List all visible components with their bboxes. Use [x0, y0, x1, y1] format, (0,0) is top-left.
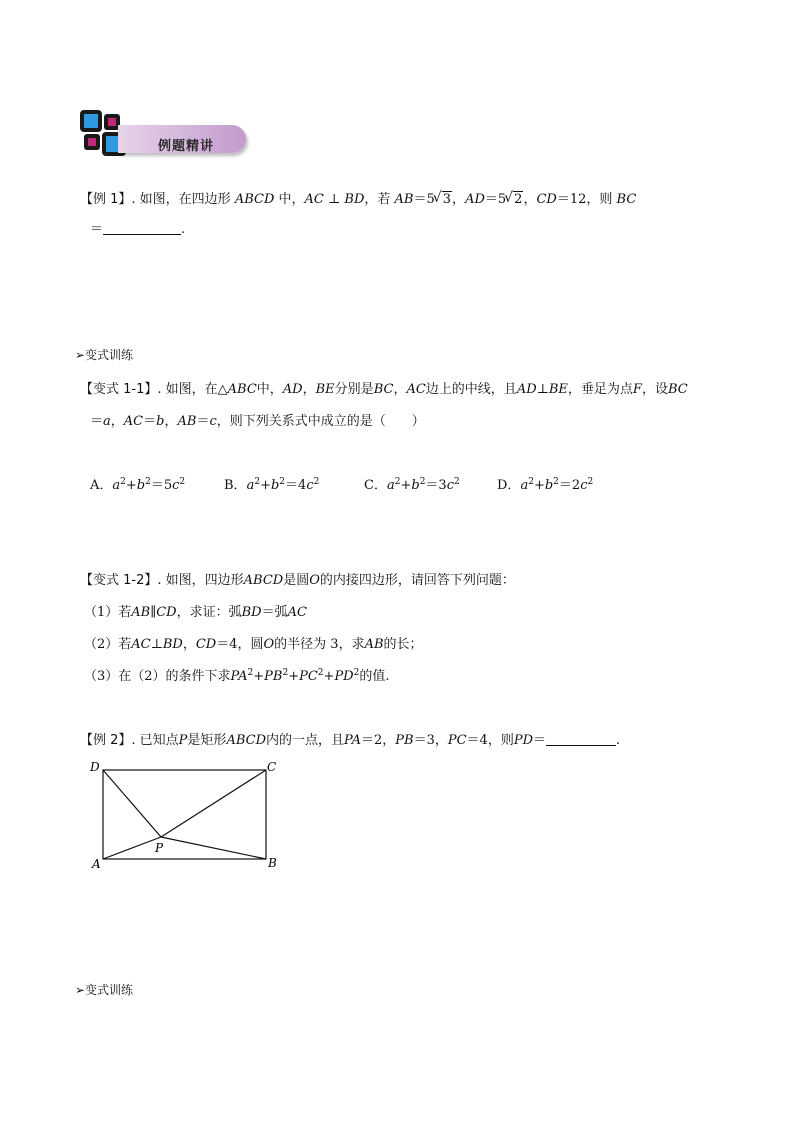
example-1-line2: ＝ .: [90, 222, 186, 237]
answer-blank-2[interactable]: [546, 733, 616, 746]
option-d[interactable]: D．$a^2+b^2=2c^2$: [497, 477, 594, 493]
section-banner: [78, 108, 248, 164]
example-2-label: 【例 2】: [80, 733, 132, 748]
label-c: C: [267, 760, 277, 774]
option-b[interactable]: B．$a^2+b^2=4c^2$: [224, 477, 320, 493]
segment-pb: [161, 837, 266, 859]
rectangle-abcd: [103, 770, 266, 859]
variant-1-2-q2: （2）若AC⊥BD，CD＝4，圆O的半径为 3，求AB的长；: [84, 637, 423, 652]
variant-1-1-label: 【变式 1-1】: [80, 382, 158, 397]
label-p: P: [155, 841, 164, 855]
segment-pd: [103, 770, 161, 837]
segment-pc: [161, 770, 266, 837]
sqrt-3: √ 3: [435, 192, 452, 207]
section-title: 例题精讲: [158, 139, 215, 154]
variant-heading-2: ➢变式训练: [75, 983, 134, 997]
variant-1-2-label: 【变式 1-2】: [80, 573, 158, 588]
label-d: D: [90, 760, 100, 774]
variant-1-2-q1: （1）若AB∥CD，求证：弧BD＝弧AC: [84, 605, 307, 620]
sqrt-2: √ 2: [506, 192, 523, 207]
label-a: A: [92, 857, 101, 871]
variant-heading-1: ➢变式训练: [75, 348, 134, 362]
segment-pa: [103, 837, 161, 859]
option-a[interactable]: A．$a^2+b^2=5c^2$: [90, 477, 186, 493]
label-b: B: [268, 856, 277, 870]
rectangle-figure: [80, 755, 290, 875]
example-2-line: 【例 2】. 已知点P是矩形ABCD内的一点，且PA＝2，PB＝3，PC＝4，则PD＝ .: [80, 733, 621, 748]
variant-1-1-line1: 【变式 1-1】. 如图，在△ABC中，AD，BE分别是BC，AC边上的中线，且AD⊥BE，垂足为点F，设BC: [80, 382, 688, 397]
variant-1-2-q3: （3）在（2）的条件下求$PA^2+PB^2+PC^2+PD^2$的值.: [84, 668, 390, 684]
answer-blank[interactable]: [103, 222, 181, 235]
variant-1-1-line2: ＝a，AC＝b，AB＝c，则下列关系式中成立的是（ ）: [90, 414, 425, 429]
option-c[interactable]: C．$a^2+b^2=3c^2$: [364, 477, 460, 493]
variant-1-2-intro: 【变式 1-2】. 如图，四边形ABCD是圆O的内接四边形，请回答下列问题：: [80, 573, 515, 588]
example-1-label: 【例 1】: [80, 192, 132, 207]
example-1-line1: 【例 1】. 如图，在四边形 ABCD 中，AC ⊥ BD，若 AB＝5√ 3，AD＝5√ 2，CD＝12，则 BC: [80, 188, 636, 207]
